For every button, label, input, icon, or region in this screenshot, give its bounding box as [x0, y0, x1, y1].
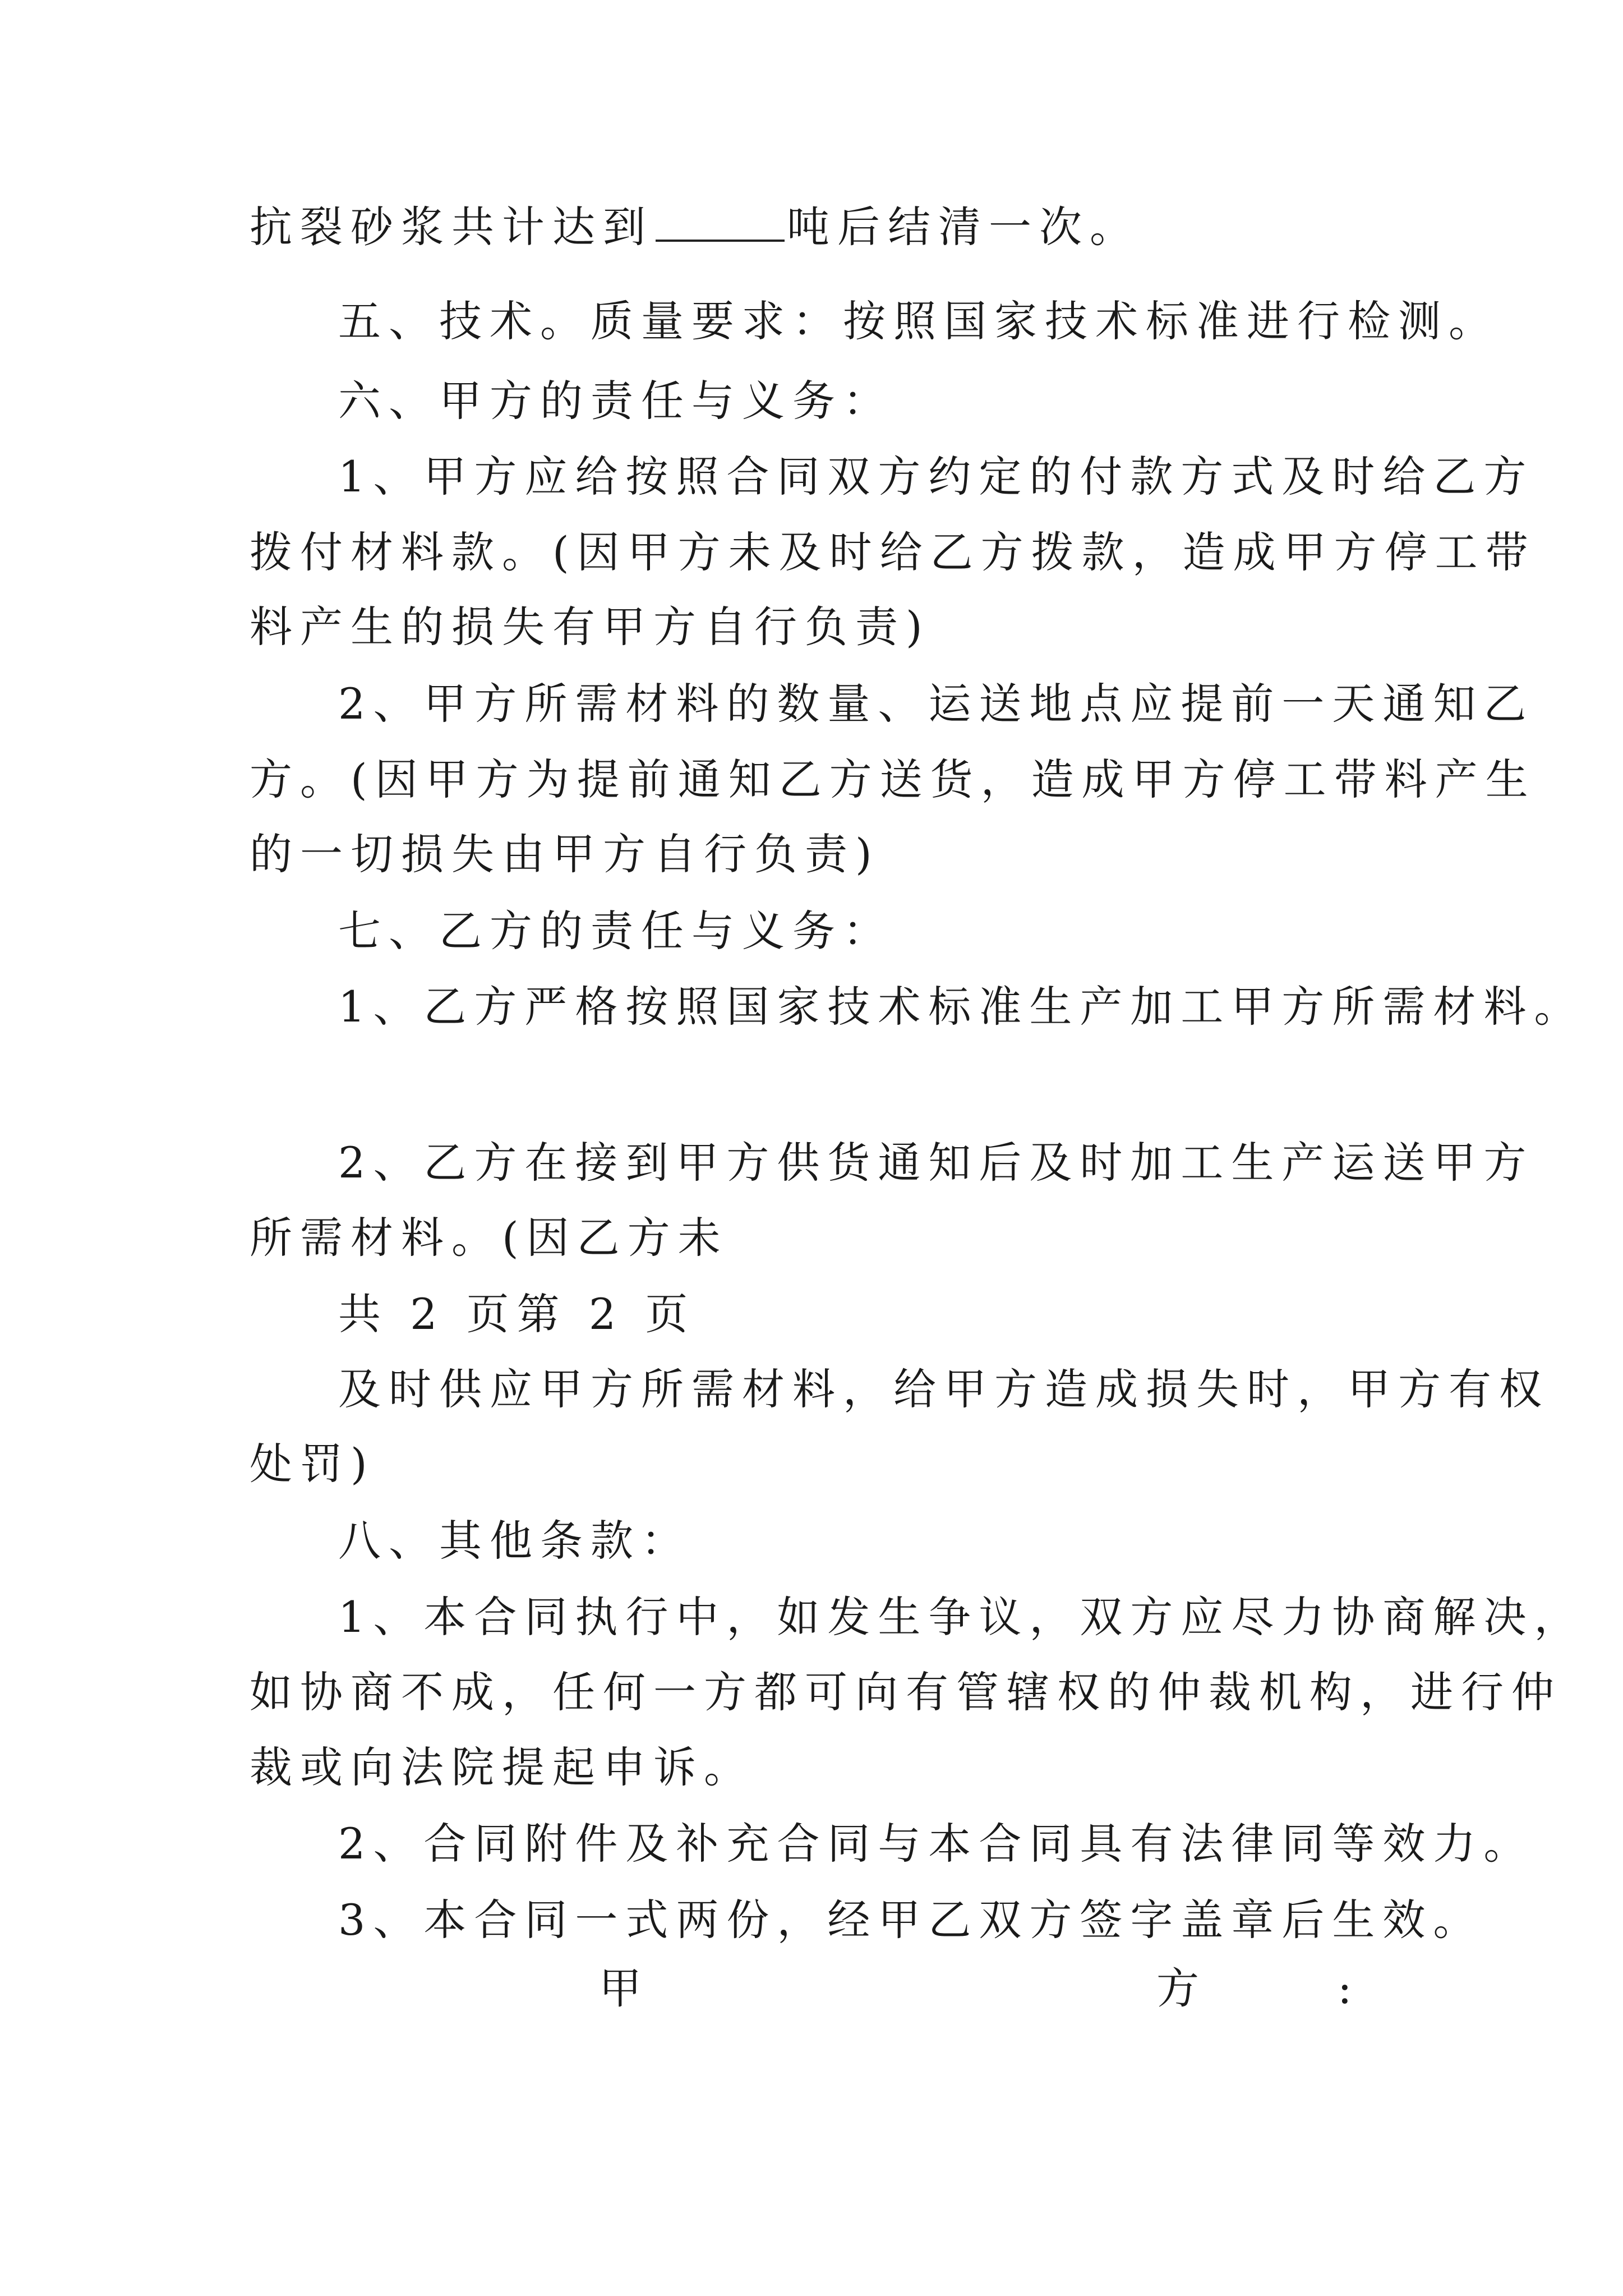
section-7-item-2-line-3: 及时供应甲方所需材料，给甲方造成损失时，甲方有权: [338, 1364, 1550, 1414]
section-7-item-2-line-1: 2、乙方在接到甲方供货通知后及时加工生产运送甲方: [338, 1138, 1534, 1188]
section-6-item-1-line-1: 1、甲方应给按照合同双方约定的付款方式及时给乙方: [338, 452, 1534, 501]
signature-colon: :: [1338, 1963, 1352, 2013]
section-8-item-1-line-3: 裁或向法院提起申诉。: [250, 1742, 754, 1792]
signature-party-a-char-2: 方: [1156, 1963, 1199, 2013]
page-number: 共 2 页第 2 页: [338, 1289, 696, 1339]
paragraph-payment-line: [250, 185, 1388, 269]
section-7-heading: 七、乙方的责任与义务：: [338, 906, 893, 956]
tonnage-blank: [656, 200, 785, 242]
section-6-heading: 六、甲方的责任与义务：: [338, 376, 893, 426]
section-6-item-2-line-2: 方。(因甲方为提前通知乙方送货，造成甲方停工带料产生: [250, 754, 1536, 804]
text-after-blank: 吨后结清一次。: [787, 202, 1140, 252]
section-8-item-1-line-1: 1、本合同执行中，如发生争议，双方应尽力协商解决，: [338, 1592, 1585, 1642]
section-7-item-2-line-4: 处罚): [250, 1439, 375, 1489]
section-6-item-2-line-1: 2、甲方所需材料的数量、运送地点应提前一天通知乙: [338, 679, 1534, 729]
section-8-item-1-line-2: 如协商不成，任何一方都可向有管辖权的仲裁机构，进行仲: [250, 1667, 1562, 1717]
section-7-item-1: 1、乙方严格按照国家技术标准生产加工甲方所需材料。: [338, 982, 1585, 1032]
section-8-item-3: 3、本合同一式两份，经甲乙双方签字盖章后生效。: [338, 1895, 1484, 1945]
section-8-item-2: 2、合同附件及补充合同与本合同具有法律同等效力。: [338, 1819, 1534, 1869]
section-7-item-2-line-2: 所需材料。(因乙方未: [250, 1213, 728, 1263]
section-5-technical: 五、技术。质量要求：按照国家技术标准进行检测。: [338, 296, 1499, 346]
section-6-item-1-line-2: 拨付材料款。(因甲方未及时给乙方拨款，造成甲方停工带: [250, 527, 1536, 577]
section-6-item-2-line-3: 的一切损失由甲方自行负责): [250, 829, 880, 879]
text-before-blank: 抗裂砂浆共计达到: [250, 202, 653, 252]
section-6-item-1-line-3: 料产生的损失有甲方自行负责): [250, 602, 930, 652]
signature-party-a-char-1: 甲: [599, 1963, 642, 2013]
section-8-heading: 八、其他条款：: [338, 1516, 691, 1566]
